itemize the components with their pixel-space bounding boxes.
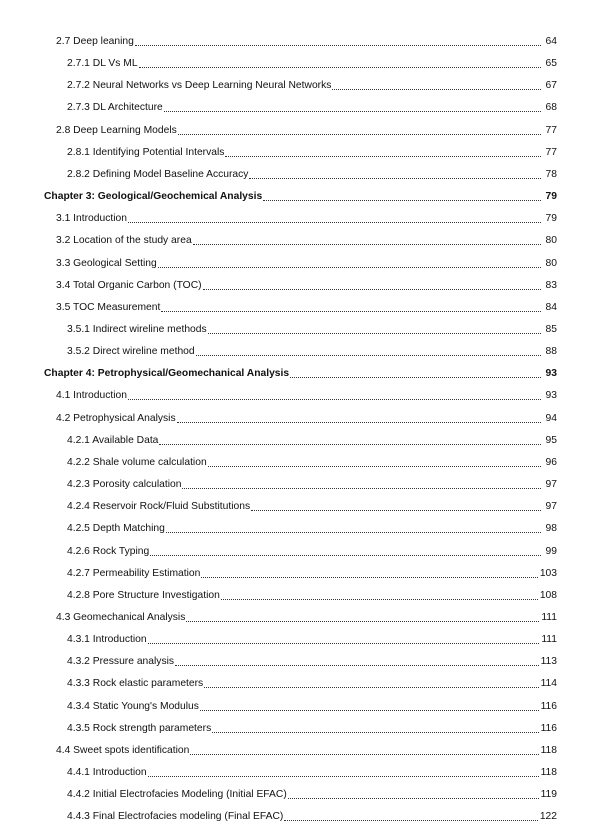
toc-page-number: 119 — [540, 789, 557, 801]
toc-entry-title: 4.3.3 Rock elastic parameters — [67, 678, 204, 690]
toc-entry[interactable] — [0, 144, 614, 160]
toc-entry-title: 4.2.1 Available Data — [67, 434, 159, 446]
toc-page-number: 93 — [545, 390, 557, 402]
toc-entry[interactable] — [0, 543, 614, 559]
toc-entry-title: 3.1 Introduction — [56, 213, 127, 225]
toc-entry[interactable] — [0, 432, 614, 448]
toc-page-number: 116 — [540, 722, 557, 734]
toc-entry-title: 3.2 Location of the study area — [56, 235, 192, 247]
dot-leader — [150, 555, 541, 556]
toc-page-number: 118 — [540, 766, 557, 778]
toc-page-number: 67 — [545, 80, 557, 92]
toc-entry[interactable] — [0, 55, 614, 71]
toc-page-number: 77 — [545, 146, 557, 158]
toc-entry[interactable] — [0, 255, 614, 271]
toc-entry[interactable] — [0, 410, 614, 426]
dot-leader — [178, 134, 541, 135]
dot-leader — [177, 422, 541, 423]
toc-page-number: 99 — [545, 545, 557, 557]
toc-entry-title: 2.7.3 DL Architecture — [67, 102, 163, 114]
toc-entry[interactable] — [0, 166, 614, 182]
dot-leader — [135, 45, 541, 46]
toc-entry[interactable] — [0, 764, 614, 780]
toc-entry-title: 4.2.5 Depth Matching — [67, 523, 165, 535]
toc-entry-title: 4.2.8 Pore Structure Investigation — [67, 589, 220, 601]
dot-leader — [203, 289, 541, 290]
toc-page-number: 80 — [545, 257, 557, 269]
dot-leader — [161, 311, 541, 312]
toc-page-number: 79 — [545, 191, 557, 202]
dot-leader — [251, 510, 541, 511]
toc-entry[interactable] — [0, 808, 614, 824]
toc-entry-title: 3.5.1 Indirect wireline methods — [67, 323, 207, 335]
toc-entry[interactable] — [0, 77, 614, 93]
toc-page-number: 79 — [545, 213, 557, 225]
toc-entry-title: 4.2.7 Permeability Estimation — [67, 567, 201, 579]
dot-leader — [148, 776, 539, 777]
toc-entry-title: 3.5.2 Direct wireline method — [67, 346, 195, 358]
toc-page-number: 116 — [540, 700, 557, 712]
toc-entry[interactable] — [0, 631, 614, 647]
toc-entry[interactable] — [0, 587, 614, 603]
toc-page-number: 108 — [539, 589, 557, 601]
toc-entry-title: Chapter 4: Petrophysical/Geomechanical Analysis — [44, 368, 290, 380]
dot-leader — [128, 399, 541, 400]
dot-leader — [175, 665, 539, 666]
toc-entry[interactable] — [0, 742, 614, 758]
toc-entry-title: 2.7 Deep leaning — [56, 36, 134, 47]
toc-page-number: 77 — [545, 124, 557, 136]
toc-entry[interactable] — [0, 653, 614, 669]
toc-page-number: 113 — [540, 656, 557, 668]
toc-entry-title: Chapter 3: Geological/Geochemical Analysis — [44, 191, 263, 202]
toc-entry[interactable] — [0, 698, 614, 714]
toc-page-number: 88 — [545, 346, 557, 358]
dot-leader — [225, 156, 541, 157]
toc-entry[interactable] — [0, 321, 614, 337]
toc-entry-title: 4.2 Petrophysical Analysis — [56, 412, 176, 424]
toc-entry-title: 2.7.1 DL Vs ML — [67, 58, 138, 70]
dot-leader — [208, 466, 541, 467]
toc-entry[interactable] — [0, 387, 614, 403]
toc-page-number: 80 — [545, 235, 557, 247]
dot-leader — [212, 732, 538, 733]
toc-entry-title: 3.3 Geological Setting — [56, 257, 157, 269]
toc-entry[interactable] — [0, 609, 614, 625]
toc-entry-title: 3.5 TOC Measurement — [56, 301, 161, 313]
toc-page-number: 64 — [545, 36, 557, 47]
toc-page-number: 122 — [539, 811, 557, 823]
toc-entry[interactable] — [0, 232, 614, 248]
toc-entry[interactable] — [0, 210, 614, 226]
toc-page-number: 85 — [545, 323, 557, 335]
toc-entry[interactable] — [0, 343, 614, 359]
toc-page-number: 93 — [545, 368, 557, 380]
toc-entry-title: 2.8 Deep Learning Models — [56, 124, 177, 136]
toc-entry[interactable] — [0, 498, 614, 514]
toc-entry[interactable] — [0, 520, 614, 536]
dot-leader — [288, 798, 539, 799]
dot-leader — [158, 267, 541, 268]
dot-leader — [284, 820, 537, 821]
toc-entry-title: 4.3.4 Static Young's Modulus — [67, 700, 199, 712]
toc-entry-title: 4.2.6 Rock Typing — [67, 545, 150, 557]
dot-leader — [196, 355, 541, 356]
toc-entry[interactable] — [0, 299, 614, 315]
toc-page-number: 111 — [541, 611, 557, 623]
dot-leader — [249, 178, 541, 179]
toc-entry-title: 4.3.5 Rock strength parameters — [67, 722, 212, 734]
toc-entry-title: 4.2.4 Reservoir Rock/Fluid Substitutions — [67, 501, 251, 513]
dot-leader — [159, 444, 541, 445]
toc-page-number: 65 — [545, 58, 557, 70]
toc-page-number: 84 — [545, 301, 557, 313]
toc-entry-title: 4.3.1 Introduction — [67, 634, 147, 645]
toc-entry[interactable] — [0, 277, 614, 293]
toc-entry-title: 4.3 Geomechanical Analysis — [56, 611, 186, 623]
dot-leader — [190, 754, 538, 755]
toc-page-number: 83 — [545, 279, 557, 291]
toc-page-number: 78 — [545, 168, 557, 180]
toc-entry-title: 4.2.3 Porosity calculation — [67, 479, 182, 490]
dot-leader — [290, 377, 541, 378]
toc-page-number: 95 — [545, 434, 557, 446]
toc-page-number: 118 — [540, 744, 557, 756]
dot-leader — [263, 200, 541, 201]
toc-entry-title: 4.1 Introduction — [56, 390, 127, 402]
toc-page-number: 94 — [545, 412, 557, 424]
dot-leader — [193, 244, 541, 245]
toc-chapter-entry[interactable] — [0, 188, 614, 204]
toc-entry-title: 2.7.2 Neural Networks vs Deep Learning Neural Networks — [67, 80, 332, 92]
toc-page-number: 68 — [545, 102, 557, 114]
dot-leader — [208, 333, 541, 334]
dot-leader — [201, 577, 537, 578]
toc-entry[interactable] — [0, 99, 614, 115]
toc-page-number: 97 — [545, 501, 557, 513]
toc-entry[interactable] — [0, 122, 614, 138]
toc-page-number: 114 — [540, 678, 557, 690]
dot-leader — [164, 111, 541, 112]
toc-entry[interactable] — [0, 454, 614, 470]
toc-entry-title: 4.3.2 Pressure analysis — [67, 656, 175, 668]
dot-leader — [332, 89, 541, 90]
toc-entry-title: 4.2.2 Shale volume calculation — [67, 456, 207, 468]
dot-leader — [200, 710, 539, 711]
dot-leader — [182, 488, 541, 489]
dot-leader — [186, 621, 539, 622]
dot-leader — [128, 222, 541, 223]
toc-page-number: 96 — [545, 456, 557, 468]
toc-entry[interactable] — [0, 565, 614, 581]
toc-entry-title: 4.4.1 Introduction — [67, 766, 147, 778]
toc-chapter-entry[interactable] — [0, 365, 614, 381]
dot-leader — [221, 599, 538, 600]
toc-page-number: 97 — [545, 479, 557, 490]
toc-page-number: 111 — [541, 634, 557, 645]
toc-entry[interactable] — [0, 476, 614, 492]
dot-leader — [166, 532, 541, 533]
toc-entry[interactable] — [0, 720, 614, 736]
toc-entry-title: 3.4 Total Organic Carbon (TOC) — [56, 279, 202, 291]
toc-entry[interactable] — [0, 675, 614, 691]
toc-page-number: 103 — [539, 567, 557, 579]
toc-entry-title: 2.8.1 Identifying Potential Intervals — [67, 146, 225, 158]
toc-entry-title: 4.4.2 Initial Electrofacies Modeling (Initial EFAC) — [67, 789, 287, 801]
dot-leader — [139, 67, 541, 68]
toc-entry[interactable] — [0, 33, 614, 49]
toc-entry-title: 4.4.3 Final Electrofacies modeling (Final EFAC) — [67, 811, 284, 823]
dot-leader — [204, 687, 538, 688]
toc-page-number: 98 — [545, 523, 557, 535]
toc-entry-title: 2.8.2 Defining Model Baseline Accuracy — [67, 168, 249, 180]
toc-entry[interactable] — [0, 786, 614, 802]
dot-leader — [148, 643, 540, 644]
toc-entry-title: 4.4 Sweet spots identification — [56, 744, 190, 756]
